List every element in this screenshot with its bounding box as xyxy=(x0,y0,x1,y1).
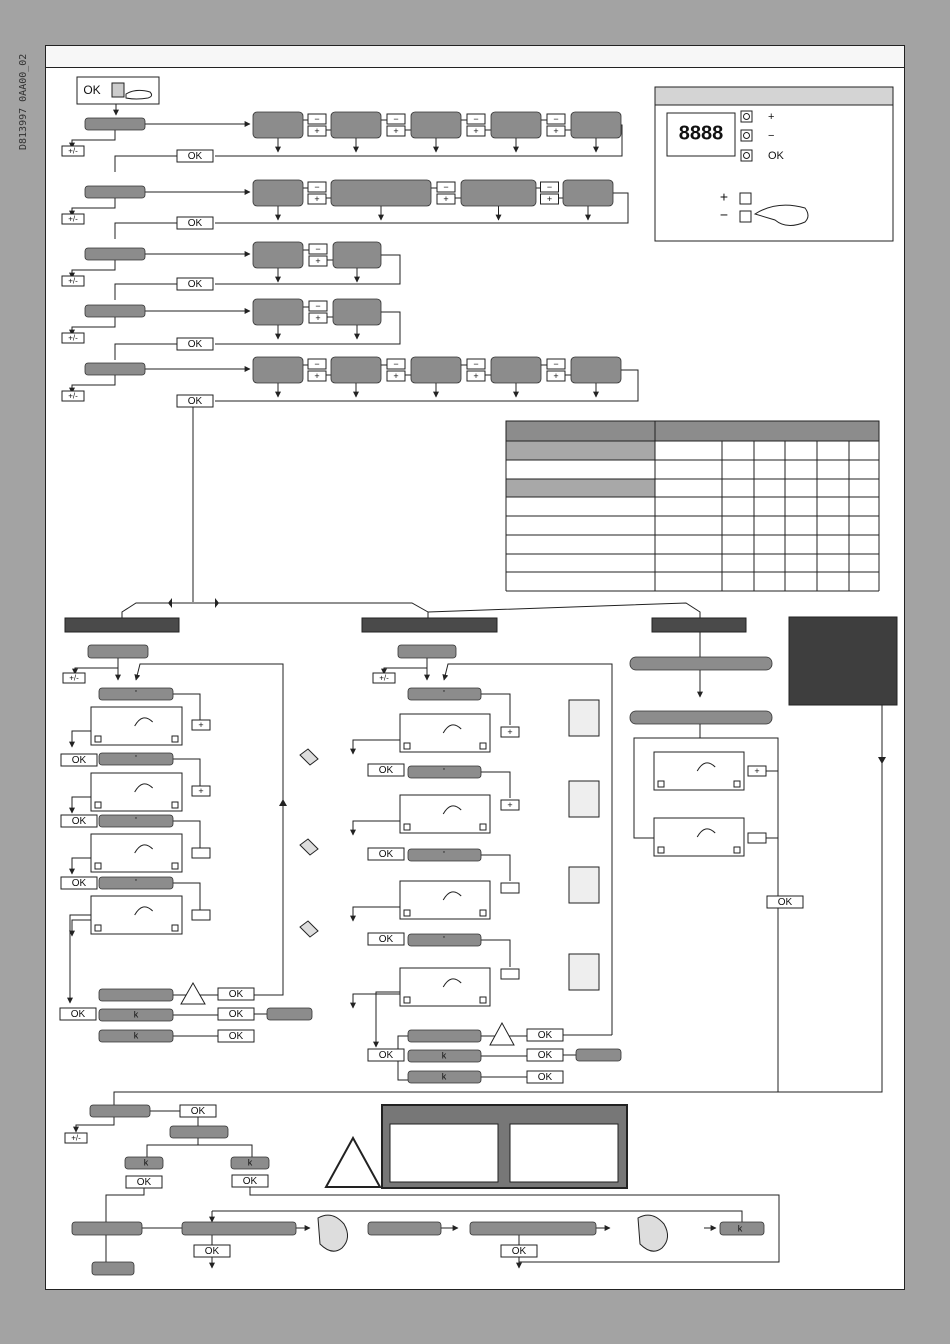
connector-line xyxy=(353,907,400,921)
ok-hand-label: OK xyxy=(83,83,101,98)
plus-minus-label: +/- xyxy=(68,333,78,343)
key-label: + xyxy=(768,110,775,123)
ok-label: OK xyxy=(378,849,394,861)
step-box xyxy=(72,1222,142,1235)
parameter-value-box xyxy=(253,180,303,206)
key-button xyxy=(741,150,752,161)
ok-label: OK xyxy=(187,151,203,163)
connector-line xyxy=(72,731,91,747)
minus-button-label: − xyxy=(553,113,559,124)
key-button xyxy=(740,211,751,222)
table-header-cell xyxy=(506,421,655,441)
connector-line xyxy=(72,375,115,393)
plus-button-label: + xyxy=(315,255,321,266)
minus-button-label: − xyxy=(314,113,320,124)
plus-button-label: + xyxy=(507,726,513,737)
minus-button-label: − xyxy=(393,358,399,369)
plus-button-label: + xyxy=(314,370,320,381)
key-label: OK xyxy=(768,149,784,162)
parameter-value-box xyxy=(461,180,536,206)
gate-drawing xyxy=(400,714,490,752)
minus-button-label: − xyxy=(314,181,320,192)
plus-button-label: + xyxy=(198,785,204,796)
ok-label: OK xyxy=(187,396,203,408)
plus-button-label: + xyxy=(553,370,559,381)
gate-post xyxy=(734,781,740,787)
note-panel xyxy=(789,617,897,705)
step-tick: ' xyxy=(443,766,445,777)
ok-label: OK xyxy=(537,1072,553,1084)
ok-label: OK xyxy=(71,816,87,828)
connector-line xyxy=(75,658,118,674)
plus-button-label: + xyxy=(507,799,513,810)
plus-button-label: + xyxy=(393,125,399,136)
parameter-value-box xyxy=(491,357,541,383)
gate-drawing xyxy=(91,773,182,811)
connector-line xyxy=(70,915,91,1003)
connector-line xyxy=(353,740,400,754)
arrow-right-icon xyxy=(215,598,219,608)
gate-open-diagram xyxy=(510,1124,618,1182)
menu-item-box-1 xyxy=(85,118,145,130)
keypad-panel-header xyxy=(655,87,893,105)
blank-button xyxy=(501,969,519,979)
parameter-value-box xyxy=(411,357,461,383)
gate-drawing xyxy=(91,834,182,872)
menu-item-box xyxy=(398,645,456,658)
minus-button-label: − xyxy=(546,181,553,192)
arrow-up-icon xyxy=(279,799,287,806)
connector-line xyxy=(115,223,177,239)
k-label: k xyxy=(133,1030,139,1041)
table-group-cell xyxy=(506,479,655,497)
ok-hand-icon xyxy=(112,83,124,97)
parameter-value-box xyxy=(253,242,303,268)
parameter-value-box xyxy=(571,112,621,138)
connector-line xyxy=(353,821,400,835)
gate-icon xyxy=(569,781,599,817)
seven-segment-display: 8888 xyxy=(678,122,724,145)
ok-label: OK xyxy=(511,1246,527,1258)
gate-post xyxy=(480,824,486,830)
gate-post xyxy=(95,863,101,869)
step-tick: ' xyxy=(135,753,137,764)
menu-item-box xyxy=(90,1105,150,1117)
step-box xyxy=(408,1030,481,1042)
plus-button-label: + xyxy=(198,719,204,730)
gate-icon xyxy=(569,700,599,736)
ok-label: OK xyxy=(228,1031,244,1043)
ok-label: OK xyxy=(70,1009,86,1021)
k-label: k xyxy=(133,1009,139,1020)
step-box xyxy=(92,1262,134,1275)
remote-icon xyxy=(300,749,318,765)
step-box xyxy=(182,1222,296,1235)
parameter-value-box xyxy=(331,357,381,383)
gate-drawing xyxy=(654,752,744,790)
gate-drawing xyxy=(91,896,182,934)
gate-drawing xyxy=(400,881,490,919)
gate-post xyxy=(734,847,740,853)
ok-label: OK xyxy=(537,1030,553,1042)
gate-post xyxy=(404,997,410,1003)
parameter-value-box xyxy=(253,357,303,383)
arrow-left-icon xyxy=(168,598,172,608)
gate-post xyxy=(404,743,410,749)
plus-button-label: + xyxy=(314,193,320,204)
parameter-value-box xyxy=(563,180,613,206)
plus-button-label: + xyxy=(315,312,321,323)
step-box xyxy=(170,1126,228,1138)
connector-line xyxy=(72,797,91,813)
minus-button-label: − xyxy=(473,358,479,369)
ok-label: OK xyxy=(228,1009,244,1021)
finger-plus-label: + xyxy=(719,188,729,205)
remote-icon xyxy=(638,1215,668,1251)
ok-label: OK xyxy=(228,989,244,1001)
connector-line xyxy=(384,658,427,674)
ok-label: OK xyxy=(242,1176,258,1188)
remote-icon xyxy=(318,1215,348,1251)
plus-button-label: + xyxy=(553,125,559,136)
connector-line xyxy=(72,198,115,216)
step-tick: ' xyxy=(443,849,445,860)
ok-label: OK xyxy=(537,1050,553,1062)
minus-button-label: − xyxy=(553,358,559,369)
plus-button-label: + xyxy=(473,370,479,381)
parameter-value-box xyxy=(253,112,303,138)
connector-line xyxy=(254,802,283,995)
gate-post xyxy=(95,925,101,931)
step-tick: ' xyxy=(443,934,445,945)
parameter-value-box xyxy=(333,242,381,268)
menu-item-box-4 xyxy=(85,305,145,317)
connector-line xyxy=(76,1117,114,1132)
gate-post xyxy=(172,802,178,808)
step-box xyxy=(630,711,772,724)
k-label: k xyxy=(737,1223,743,1234)
connector-line xyxy=(376,992,400,1047)
connector-line xyxy=(72,920,91,936)
parameter-value-box xyxy=(411,112,461,138)
blank-button xyxy=(192,910,210,920)
connector-line xyxy=(700,738,778,1092)
warning-icon xyxy=(490,1023,514,1045)
gate-drawing xyxy=(400,968,490,1006)
connector-line xyxy=(428,603,700,620)
ok-label: OK xyxy=(187,339,203,351)
table-group-cell xyxy=(506,441,655,460)
connector-line xyxy=(115,156,177,172)
connector-line xyxy=(72,130,115,148)
ok-label: OK xyxy=(187,279,203,291)
ok-label: OK xyxy=(187,218,203,230)
step-box xyxy=(267,1008,312,1020)
connector-line xyxy=(106,1188,144,1222)
connector-line xyxy=(72,858,91,874)
gate-post xyxy=(658,847,664,853)
menu-item-box xyxy=(630,657,772,670)
parameter-value-box xyxy=(253,299,303,325)
key-button xyxy=(741,130,752,141)
connector-line xyxy=(115,344,177,360)
gate-icon xyxy=(569,954,599,990)
step-tick: ' xyxy=(443,688,445,699)
gate-post xyxy=(480,997,486,1003)
plus-minus-label: +/- xyxy=(68,391,78,401)
gate-post xyxy=(172,736,178,742)
step-box xyxy=(368,1222,441,1235)
remote-icon xyxy=(300,839,318,855)
parameter-value-box xyxy=(333,299,381,325)
ok-label: OK xyxy=(378,765,394,777)
k-label: k xyxy=(441,1050,447,1061)
gate-post xyxy=(95,736,101,742)
step-box xyxy=(576,1049,621,1061)
blank-button xyxy=(501,883,519,893)
gate-drawing xyxy=(91,707,182,745)
ok-label: OK xyxy=(136,1177,152,1189)
connector-line xyxy=(481,772,510,798)
plus-minus-label: +/- xyxy=(68,214,78,224)
warning-icon xyxy=(326,1138,380,1187)
connector-line xyxy=(122,603,428,620)
connector-line xyxy=(481,855,510,881)
key-label: − xyxy=(768,129,775,142)
gate-icon xyxy=(569,867,599,903)
gate-post xyxy=(480,743,486,749)
ok-label: OK xyxy=(190,1106,206,1118)
warning-icon xyxy=(181,983,205,1004)
section-header-3 xyxy=(652,618,746,632)
plus-minus-label: +/- xyxy=(69,673,79,683)
menu-item-box-5 xyxy=(85,363,145,375)
gate-post xyxy=(172,863,178,869)
key-button xyxy=(741,111,752,122)
arrow-down-icon xyxy=(878,757,886,764)
connector-line xyxy=(212,1211,742,1222)
k-label: k xyxy=(247,1157,253,1168)
connector-line xyxy=(198,1145,252,1157)
connector-line xyxy=(72,260,115,278)
minus-button-label: − xyxy=(393,113,399,124)
minus-button-label: − xyxy=(315,300,321,311)
step-tick: ' xyxy=(135,815,137,826)
ok-label: OK xyxy=(378,1050,394,1062)
ok-label: OK xyxy=(204,1246,220,1258)
parameter-value-box xyxy=(571,357,621,383)
gate-post xyxy=(480,910,486,916)
remote-icon xyxy=(300,921,318,937)
step-tick: ' xyxy=(135,877,137,888)
menu-item-box-3 xyxy=(85,248,145,260)
step-box xyxy=(99,989,173,1001)
ok-label: OK xyxy=(71,878,87,890)
step-tick: ' xyxy=(135,688,137,699)
blank-button xyxy=(748,833,766,843)
parameter-value-box xyxy=(331,112,381,138)
ok-label: OK xyxy=(378,934,394,946)
blank-button xyxy=(192,848,210,858)
plus-button-label: + xyxy=(393,370,399,381)
parameter-value-box xyxy=(491,112,541,138)
menu-item-box-2 xyxy=(85,186,145,198)
k-label: k xyxy=(143,1157,149,1168)
plus-minus-label: +/- xyxy=(71,1133,81,1143)
gate-post xyxy=(404,910,410,916)
plus-button-label: + xyxy=(754,765,760,776)
gate-post xyxy=(172,925,178,931)
minus-button-label: − xyxy=(315,243,321,254)
gate-closed-diagram xyxy=(390,1124,498,1182)
plus-minus-label: +/- xyxy=(68,146,78,156)
k-label: k xyxy=(441,1071,447,1082)
finger-minus-label: − xyxy=(719,206,729,223)
gate-drawing xyxy=(400,795,490,833)
minus-button-label: − xyxy=(314,358,320,369)
plus-minus-label: +/- xyxy=(379,673,389,683)
finger-press-icon xyxy=(126,90,152,99)
table-header-cell xyxy=(655,421,879,441)
key-button xyxy=(740,193,751,204)
gate-drawing xyxy=(654,818,744,856)
gate-post xyxy=(658,781,664,787)
connector-line xyxy=(115,284,177,300)
step-box xyxy=(470,1222,596,1235)
plus-button-label: + xyxy=(443,193,449,204)
ok-label: OK xyxy=(777,897,793,909)
plus-button-label: + xyxy=(546,193,553,204)
document-code: D813997 0AA00_02 xyxy=(18,53,29,150)
minus-button-label: − xyxy=(443,181,449,192)
gate-post xyxy=(95,802,101,808)
section-header-1 xyxy=(65,618,179,632)
connector-line xyxy=(481,940,510,967)
connector-line xyxy=(72,317,115,335)
parameter-value-box xyxy=(331,180,431,206)
plus-button-label: + xyxy=(314,125,320,136)
menu-item-box xyxy=(88,645,148,658)
minus-button-label: − xyxy=(473,113,479,124)
plus-button-label: + xyxy=(473,125,479,136)
ok-label: OK xyxy=(71,755,87,767)
plus-minus-label: +/- xyxy=(68,276,78,286)
section-header-2 xyxy=(362,618,497,632)
connector-line xyxy=(147,1138,198,1157)
gate-post xyxy=(404,824,410,830)
